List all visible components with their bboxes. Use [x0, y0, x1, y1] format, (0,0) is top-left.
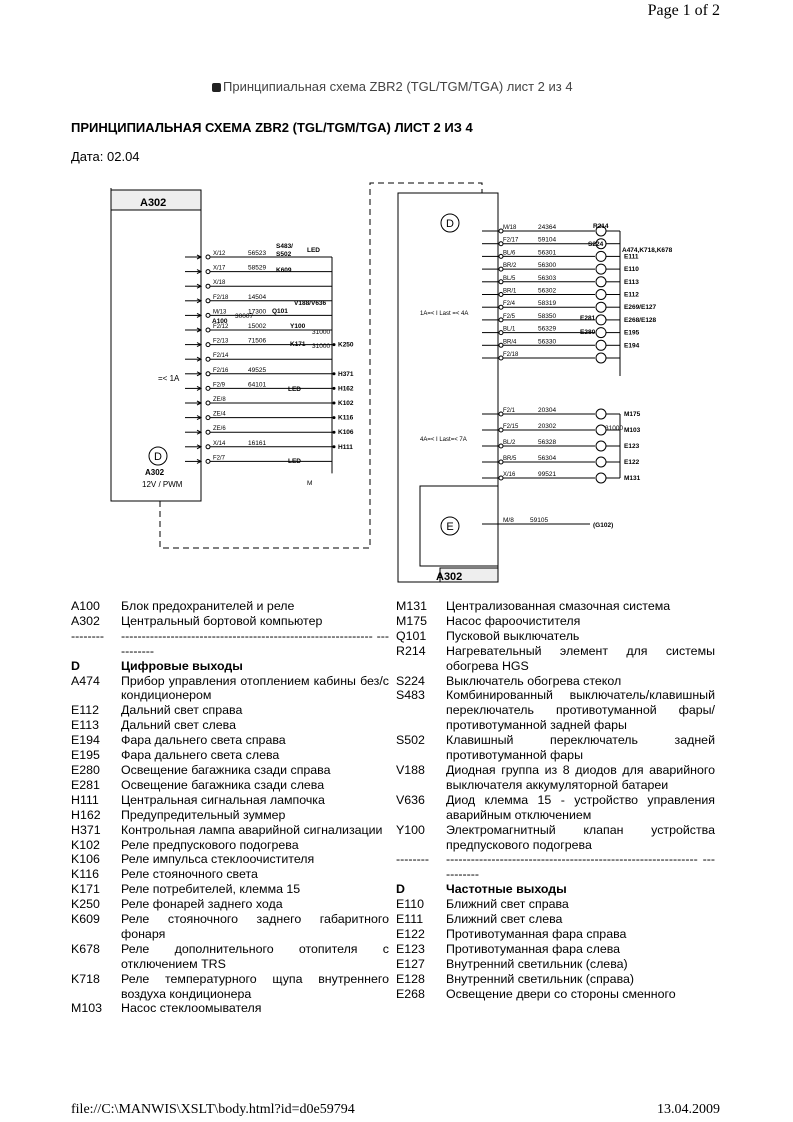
legend-description: Клавишный переключатель задней противотуманной фары [446, 733, 715, 763]
right-load-label: E123 [624, 443, 640, 450]
part-31000-2: 31000 [312, 343, 331, 350]
left-row [185, 426, 354, 436]
right-wire-label: 56304 [538, 455, 557, 462]
legend-code: E112 [71, 703, 100, 718]
right-pin-label: BL/5 [503, 275, 516, 282]
right-pin-label: F2/4 [503, 301, 516, 308]
legend-row [396, 927, 715, 942]
left-pin-label: ZE/8 [213, 397, 226, 403]
legend-description: Прибор управления отоплением кабины без/с кондиционером [121, 673, 389, 703]
left-pin-label: ZE/6 [213, 426, 226, 433]
legend-description: Частотные выходы [446, 882, 567, 897]
legend-description: Фара дальнего света слева [121, 748, 280, 763]
legend-code: S483 [396, 688, 425, 703]
legend-row [71, 823, 389, 838]
document-date: Дата: 02.04 [71, 149, 140, 164]
legend-row [71, 838, 389, 853]
legend-code: H371 [71, 822, 101, 837]
legend-code: D [71, 658, 80, 673]
left-load-label: H162 [338, 385, 354, 393]
legend-description: Реле стояночного заднего габаритного фонаря [121, 912, 389, 941]
legend-description: Реле предпускового подогрева [121, 837, 299, 852]
legend-row [396, 972, 715, 987]
legend-code: E110 [396, 897, 425, 912]
legend-row [396, 852, 715, 882]
legend-description: Централизованная смазочная система [446, 599, 671, 613]
left-pin-label: F2/12 [213, 324, 229, 330]
legend-code: E195 [71, 748, 100, 763]
legend-code: K678 [71, 941, 100, 956]
legend-row [396, 644, 715, 674]
right-row [482, 300, 657, 312]
right-row [482, 471, 641, 483]
left-load-label: K106 [338, 429, 354, 437]
right-load-label: E111 [624, 253, 639, 261]
footer-path: file://C:\MANWIS\XSLT\body.html?id=d0e59794 [71, 1102, 355, 1117]
right-row [482, 338, 640, 350]
left-row [185, 412, 354, 422]
legend-code: E194 [71, 733, 100, 748]
legend-row [71, 778, 389, 793]
right-panel-title: A302 [436, 571, 463, 583]
legend-right [396, 599, 715, 1001]
left-pin-label: X/14 [213, 440, 226, 447]
legend-code: E127 [396, 956, 425, 971]
right-wire-label: 56328 [538, 439, 557, 446]
legend-description: Реле потребителей, клемма 15 [121, 882, 301, 897]
part-led-1: LED [307, 247, 320, 254]
legend-description: Насос фароочистителя [446, 613, 581, 628]
left-pin-label: F2/16 [213, 367, 229, 374]
legend-row [71, 703, 389, 718]
right-pin-label: BL/2 [503, 440, 516, 446]
legend-code: A100 [71, 599, 100, 613]
left-pin-label: X/17 [213, 265, 226, 272]
right-load-label: M131 [624, 475, 641, 482]
left-block-caption: A302 [145, 468, 165, 477]
legend-description: Освещение двери со стороны сменного [446, 986, 676, 1001]
left-pin-label: M/13 [213, 309, 227, 316]
right-wire-label: 56301 [538, 249, 557, 257]
right-pin-label: M/18 [503, 225, 517, 231]
part-y100: Y100 [290, 323, 306, 330]
legend-description: Комбинированный выключатель/клавишный переключатель противотуманной фары/противотуманной задней фары [446, 688, 715, 733]
legend-row [396, 763, 715, 793]
left-row [185, 265, 332, 274]
part-k171: K171 [290, 341, 306, 348]
right-wire-label: 20302 [538, 423, 557, 430]
left-panel-title: A302 [140, 197, 167, 209]
legend-description: Дальний свет справа [121, 703, 243, 718]
legend-code: K250 [71, 897, 100, 912]
right-current-1: 1A=< I Last =< 4A [420, 311, 469, 317]
legend-description: ------------------------------------------------------------- ----------- [446, 852, 715, 882]
legend-description: Нагревательный элемент для системы обогрева HGS [446, 643, 715, 673]
left-pin-label: F2/7 [213, 455, 226, 462]
legend-row [71, 882, 389, 897]
right-load-label: E269/E127 [624, 304, 657, 312]
legend-row [71, 629, 389, 659]
right-wire-label: 56300 [538, 262, 557, 270]
bottom-wire: 59105 [530, 517, 549, 524]
legend-description: Электромагнитный клапан устройства предпускового подогрева [446, 822, 715, 852]
legend-code: H162 [71, 807, 101, 822]
part-r214: R214 [593, 223, 609, 230]
page-title: ПРИНЦИПИАЛЬНАЯ СХЕМА ZBR2 (TGL/TGM/TGA) ЛИСТ 2 ИЗ 4 [71, 120, 473, 135]
right-pin-label: F2/1 [503, 408, 516, 414]
left-wire-label: 71506 [248, 337, 267, 345]
left-row [185, 455, 332, 463]
part-k609: K609 [276, 267, 292, 274]
part-led-2: LED [288, 386, 301, 393]
legend-description: Освещение багажника сзади слева [121, 777, 325, 792]
legend-description: Противотуманная фара слева [446, 941, 621, 956]
left-wire-label: 64101 [248, 381, 267, 389]
left-row [185, 381, 354, 392]
legend-code: Q101 [396, 628, 427, 643]
legend-code: E111 [396, 912, 424, 927]
right-load-label: E113 [624, 278, 639, 286]
left-row [185, 308, 332, 317]
left-pin-label: F2/14 [213, 353, 229, 360]
right-connection-rows [482, 224, 657, 483]
left-row [185, 323, 332, 332]
legend-description: Пусковой выключатель [446, 628, 580, 643]
left-load-label: K250 [338, 341, 354, 349]
left-load-label: K116 [338, 414, 354, 422]
left-block-note: 12V / PWM [142, 480, 183, 489]
bottom-pin: M/8 [503, 517, 514, 524]
legend-description: Выключатель обогрева стекол [446, 673, 622, 688]
right-row [482, 407, 641, 419]
right-pin-label: F2/18 [503, 352, 519, 358]
left-block-d-label: D [154, 451, 162, 463]
right-pin-label: F2/15 [503, 424, 519, 430]
legend-row [396, 614, 715, 629]
right-row [482, 326, 640, 338]
legend-code: A474 [71, 673, 100, 688]
legend-row [396, 733, 715, 763]
right-pin-label: BR/1 [503, 288, 517, 295]
right-load-label: E268/E128 [624, 316, 657, 324]
right-load-label: E195 [624, 329, 640, 337]
legend-code: E123 [396, 941, 425, 956]
legend-description: Фара дальнего света справа [121, 733, 286, 748]
right-wire-label: 58350 [538, 312, 557, 320]
left-load-label: H111 [338, 443, 353, 451]
legend-code: -------- [396, 852, 430, 867]
legend-code: E281 [71, 777, 100, 792]
legend-code: D [396, 882, 405, 897]
left-wire-label: 58529 [248, 264, 267, 272]
legend-description: Диод клемма 15 - устройство управления аварийным отключением [446, 792, 715, 822]
legend-row [71, 659, 389, 674]
bottom-load: (G102) [593, 522, 614, 529]
legend-code: K609 [71, 912, 100, 927]
legend-row [71, 793, 389, 808]
part-m: M [307, 480, 313, 487]
left-row [185, 440, 353, 451]
page-number: Page 1 of 2 [647, 2, 720, 19]
right-wire-label: 58319 [538, 300, 557, 308]
legend-code: E122 [396, 926, 425, 941]
breadcrumb[interactable] [212, 79, 573, 94]
legend-code: E268 [396, 986, 425, 1001]
legend-code: M103 [71, 1001, 102, 1016]
right-row [482, 352, 620, 363]
right-row [482, 455, 640, 467]
legend-row [71, 852, 389, 867]
legend-row [71, 599, 389, 614]
breadcrumb-text: Принципиальная схема ZBR2 (TGL/TGM/TGA) лист 2 из 4 [223, 79, 573, 94]
right-wire-label: 20304 [538, 407, 557, 414]
legend-description: Реле температурного щупа внутреннего воздуха кондиционера [121, 971, 389, 1001]
left-row [185, 280, 332, 288]
left-wire-label: 16161 [248, 439, 267, 447]
part-e280: E280 [580, 329, 596, 336]
right-pin-label: F2/17 [503, 237, 519, 244]
right-load-label: E112 [624, 291, 639, 299]
right-pin-label: F2/5 [503, 313, 516, 320]
legend-description: Центральная сигнальная лампочка [121, 792, 325, 807]
legend-description: Диодная группа из 8 диодов для аварийного выключателя аккумуляторной батареи [446, 762, 715, 792]
legend-description: Блок предохранителей и реле [121, 599, 295, 613]
legend-row [396, 942, 715, 957]
legend-row [71, 867, 389, 882]
legend-description: Противотуманная фара справа [446, 926, 627, 941]
right-wire-label: 59104 [538, 236, 557, 244]
part-a100: A100 [212, 318, 228, 325]
right-row [482, 249, 639, 261]
left-row [185, 397, 354, 407]
part-31000-1: 31000 [312, 329, 331, 336]
right-load-label: E194 [624, 342, 640, 350]
right-wire-label: 24364 [538, 224, 557, 231]
left-wire-label: 14504 [248, 293, 267, 301]
legend-description: Цифровые выходы [121, 658, 243, 673]
left-current: =< 1A [158, 374, 180, 383]
legend-code: H111 [71, 792, 99, 807]
legend-row [71, 942, 389, 972]
left-load-label: H371 [338, 370, 354, 378]
legend-code: V188 [396, 762, 425, 777]
legend-row [396, 882, 715, 897]
legend-code: E128 [396, 971, 425, 986]
legend-description: Освещение багажника сзади справа [121, 762, 331, 777]
left-wire-label: 49525 [248, 366, 267, 374]
part-led-3: LED [288, 458, 301, 465]
legend-row [396, 823, 715, 853]
part-s502: S502 [276, 251, 292, 258]
legend-code: S502 [396, 733, 425, 748]
part-31000-3: 31000 [605, 425, 624, 432]
right-block-d-label: D [446, 218, 454, 230]
legend-row [396, 629, 715, 644]
legend-row [396, 897, 715, 912]
left-connection-rows [185, 250, 354, 473]
legend-code: -------- [71, 628, 105, 643]
legend-row [71, 763, 389, 778]
legend-description: Внутренний светильник (слева) [446, 956, 628, 971]
legend-description: Центральный бортовой компьютер [121, 613, 323, 628]
right-pin-label: BL/1 [503, 326, 516, 333]
legend-description: Ближний свет слева [446, 912, 563, 927]
right-row [482, 288, 639, 300]
legend-code: M175 [396, 613, 427, 628]
right-wire-label: 56302 [538, 287, 557, 295]
legend-description: Реле фонарей заднего хода [121, 897, 283, 912]
legend-row [71, 808, 389, 823]
legend-description: Насос стеклоомывателя [121, 1001, 262, 1016]
left-pin-label: X/18 [213, 280, 226, 287]
legend-code: K718 [71, 971, 100, 986]
legend-row [71, 1001, 389, 1016]
left-row [185, 367, 354, 378]
right-pin-label: BR/5 [503, 456, 517, 462]
right-current-2: 4A=< I Last=< 7A [420, 437, 467, 443]
legend-description: Дальний свет слева [121, 718, 236, 733]
legend-code: K171 [71, 882, 100, 897]
legend-code: E280 [71, 762, 100, 777]
right-pin-label: X/16 [503, 472, 516, 478]
legend-description: Реле импульса стеклоочистителя [121, 852, 315, 867]
right-wire-label: 99521 [538, 471, 557, 478]
left-wire-label: 17300 [248, 308, 267, 316]
legend-description: Реле стояночного света [121, 867, 258, 882]
right-load-label: M175 [624, 411, 641, 418]
part-s483: S483/ [276, 243, 293, 250]
legend-row [71, 912, 389, 942]
footer-date: 13.04.2009 [657, 1102, 720, 1117]
legend-code: S224 [396, 673, 425, 688]
legend-row [396, 957, 715, 972]
legend-code: E113 [71, 718, 100, 733]
right-row [482, 439, 640, 451]
legend-description: Внутренний светильник (справа) [446, 971, 635, 986]
left-load-label: K102 [338, 400, 354, 407]
legend-row [396, 674, 715, 689]
legend-code: K106 [71, 852, 100, 867]
right-row [482, 313, 657, 325]
part-s224: S224 [588, 241, 604, 248]
part-q101: Q101 [272, 308, 288, 315]
left-wire-label: 56523 [248, 250, 267, 257]
legend-description: Реле дополнительного отопителя с отключением TRS [121, 941, 389, 971]
left-pin-label: F2/13 [213, 338, 229, 345]
right-pin-label: BR/4 [503, 339, 517, 346]
legend-description: Предупредительный зуммер [121, 807, 286, 822]
legend-left [71, 599, 389, 1016]
legend-code: M131 [396, 599, 427, 613]
left-wire-label: 15002 [248, 323, 267, 330]
legend-row [71, 897, 389, 912]
part-30007: 30007 [235, 313, 254, 320]
right-row [482, 262, 639, 274]
legend-row [71, 614, 389, 629]
left-pin-label: F2/18 [213, 294, 229, 301]
right-block-e-label: E [446, 521, 454, 533]
right-pin-label: BR/2 [503, 263, 517, 270]
legend-row [396, 599, 715, 614]
left-pin-label: F2/9 [213, 382, 226, 389]
legend-code: Y100 [396, 822, 425, 837]
right-row [482, 275, 639, 287]
breadcrumb-arrow-icon [212, 83, 221, 92]
left-pin-label: X/12 [213, 251, 226, 257]
legend-row [396, 912, 715, 927]
right-load-label: E110 [624, 266, 639, 274]
legend-code: A302 [71, 613, 100, 628]
right-load-label: M103 [624, 427, 641, 434]
legend-code: R214 [396, 643, 426, 658]
right-wire-label: 56329 [538, 325, 557, 333]
legend-row [71, 674, 389, 704]
legend-description: Ближний свет справа [446, 897, 569, 912]
wiring-diagram [100, 176, 700, 588]
legend-row [71, 748, 389, 763]
legend-description: ------------------------------------------------------------- ----------- [121, 628, 389, 658]
legend-description: Контрольная лампа аварийной сигнализации [121, 822, 383, 837]
right-pin-label: BL/6 [503, 250, 516, 257]
left-row [185, 353, 332, 361]
legend-code: K116 [71, 867, 100, 882]
legend-row [396, 793, 715, 823]
left-pin-label: ZE/4 [213, 411, 226, 418]
part-a474: A474,K718,K678 [622, 247, 673, 254]
legend-row [71, 733, 389, 748]
legend-row [396, 688, 715, 733]
part-e281: E281 [580, 315, 596, 322]
right-wire-label: 56303 [538, 274, 557, 282]
legend-row [396, 987, 715, 1002]
legend-row [71, 972, 389, 1002]
right-wire-label: 56330 [538, 338, 557, 346]
part-v188: V188/V636 [294, 300, 327, 307]
right-load-label: E122 [624, 459, 640, 466]
legend-code: V636 [396, 792, 425, 807]
legend-code: K102 [71, 837, 100, 852]
legend-row [71, 718, 389, 733]
